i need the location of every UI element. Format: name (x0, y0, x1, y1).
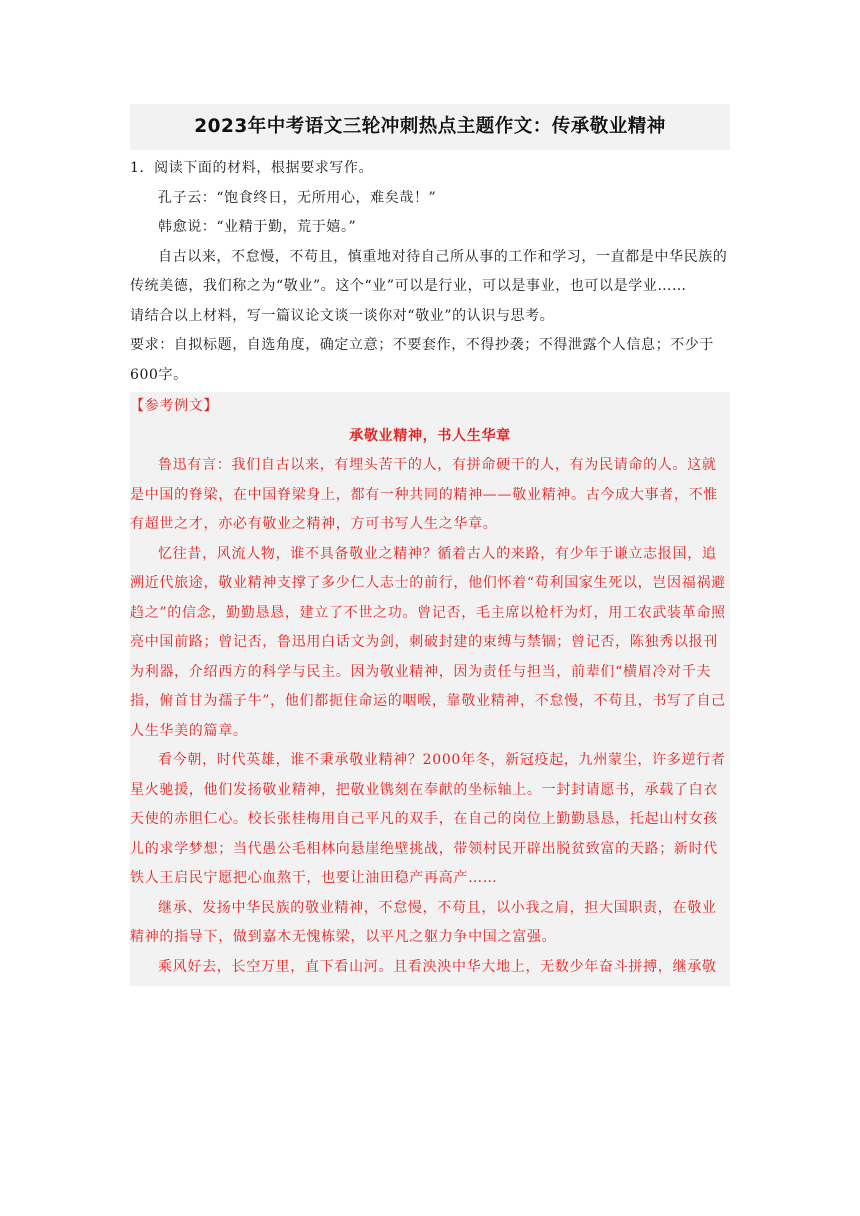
document-page (130, 104, 730, 986)
essay-paragraph: 乘风好去，长空万里，直下看山河。且看泱泱中华大地上，无数少年奋斗拼搏，继承敬 (158, 958, 717, 975)
essay-paragraph: 忆往昔，风流人物，谁不具备敬业之精神？循着古人的来路，有少年于谦立志报国，追溯近代旅途，敬业精神支撑了多少仁人志士的前行，他们怀着“苟利国家生死以，岂因福祸避趋之”的信念，勤勤恳恳，建立了不世之功。曾记否，毛主席以枪杆为灯，用工农武装革命照亮中国前路；曾记否，鲁迅用白话文为剑，刺破封建的束缚与禁锢；曾记否，陈独秀以报刊为利器，介绍西方的科学与民主。因为敬业精神，因为责任与担当，前辈们“横眉冷对千夫指，俯首甘为孺子牛”，他们都扼住命运的咽喉，靠敬业精神，不怠慢，不苟且，书写了自己人生华美的篇章。 (130, 545, 726, 739)
requirements-text: 要求：自拟标题，自选角度，确定立意；不要套作，不得抄袭；不得泄露个人信息；不少于600字。 (130, 337, 714, 383)
task-text: 请结合以上材料，写一篇议论文谈一谈你对“敬业”的认识与思考。 (130, 307, 555, 324)
reference-label: 【参考例文】 (130, 398, 219, 414)
quote-confucius: 孔子云：“饱食终日，无所用心，难矣哉！” (158, 189, 437, 206)
document-title: 2023年中考语文三轮冲刺热点主题作文：传承敬业精神 (130, 104, 730, 150)
essay-title: 承敬业精神，书人生华章 (349, 427, 511, 444)
reference-essay (130, 392, 730, 986)
quote-hanyu: 韩愈说：“业精于勤，荒于嬉。” (158, 219, 357, 235)
essay-paragraph: 鲁迅有言：我们自古以来，有埋头苦干的人，有拼命硬干的人，有为民请命的人。这就是中国的脊梁，在中国脊梁身上，都有一种共同的精神——敬业精神。古今成大事者，不惟有超世之才，亦必有敬业之精神，方可书写人生之华章。 (130, 457, 718, 532)
essay-paragraph: 看今朝，时代英雄，谁不秉承敬业精神？2000年冬，新冠疫起，九州蒙尘，许多逆行者星火驰援，他们发扬敬业精神，把敬业镌刻在奉献的坐标轴上。一封封请愿书，承载了白衣天使的赤胆仁心。校长张桂梅用自己平凡的双手，在自己的岗位上勤勤恳恳，托起山村女孩儿的求学梦想；当代愚公毛相林向悬崖绝壁挑战，带领村民开辟出脱贫致富的天路；新时代铁人王启民宁愿把心血熬干，也要让油田稳产再高产…… (130, 752, 726, 886)
essay-paragraph: 继承、发扬中华民族的敬业精神，不怠慢，不苟且，以小我之肩，担大国职责，在敬业精神的指导下，做到嘉木无愧栋梁，以平凡之躯力争中国之富强。 (130, 899, 717, 945)
material-text: 自古以来，不怠慢，不苟且，慎重地对待自己所从事的工作和学习，一直都是中华民族的传统美德，我们称之为“敬业”。这个“业”可以是行业，可以是事业，也可以是学业…… (130, 248, 728, 294)
question-prompt: 1．阅读下面的材料，根据要求写作。 (130, 160, 374, 176)
